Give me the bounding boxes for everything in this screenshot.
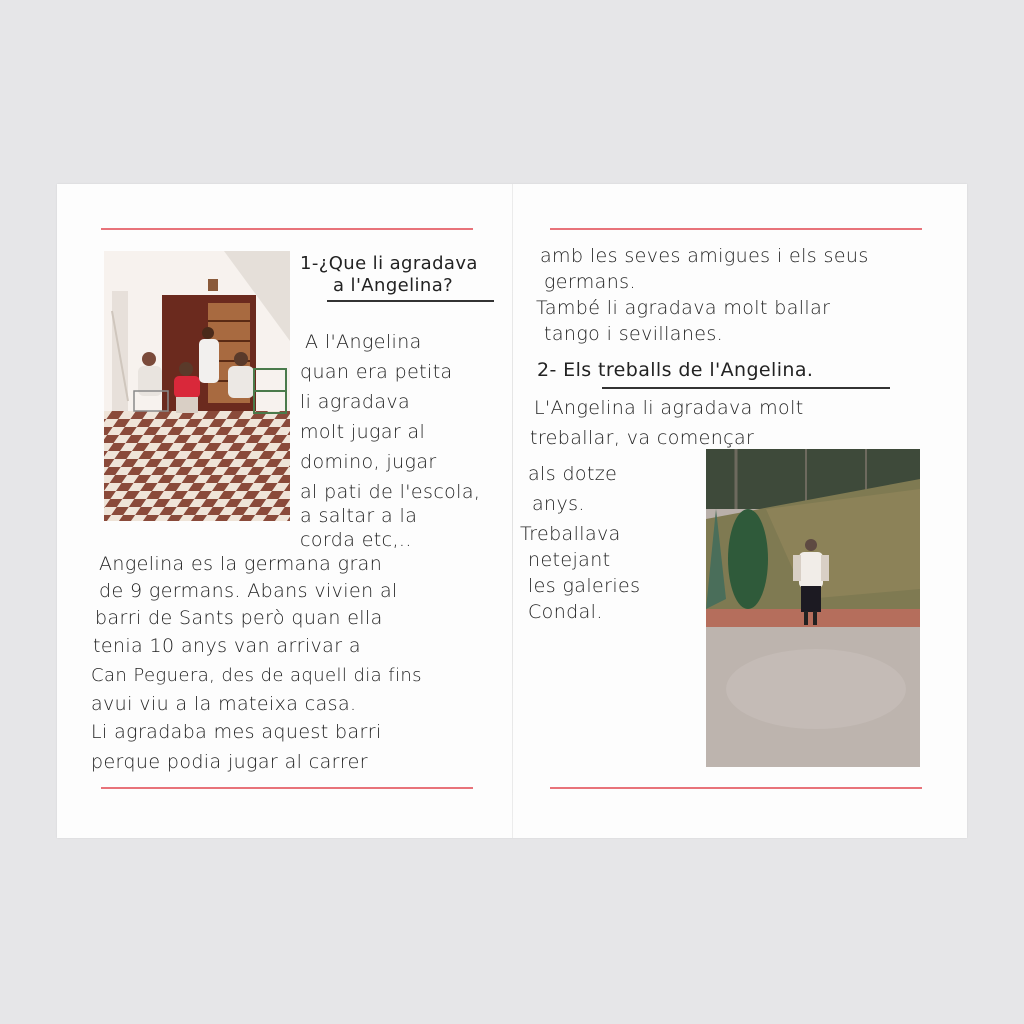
top-line: També li agradava molt ballar <box>536 297 831 319</box>
left-top-rule <box>101 228 473 230</box>
para4-line: Treballava <box>520 523 621 545</box>
para1-line: al pati de l'escola, <box>300 481 481 503</box>
booklet-spread <box>57 184 967 838</box>
para2-line: Li agradaba mes aquest barri <box>91 721 382 743</box>
para4-line: les galeries <box>528 575 641 597</box>
question1-title-line1: 1-¿Que li agradava <box>300 253 478 274</box>
para2-line: avui viu a la mateixa casa. <box>91 693 357 715</box>
para2-line: de 9 germans. Abans vivien al <box>99 580 398 602</box>
top-line: germans. <box>544 271 636 293</box>
right-bottom-rule <box>550 787 922 789</box>
para1-line: molt jugar al <box>300 421 426 443</box>
para3-line: treballar, va començar <box>530 427 755 449</box>
para2-line: barri de Sants però quan ella <box>95 607 383 629</box>
para2-line: tenia 10 anys van arrivar a <box>93 635 361 657</box>
para1-line: li agradava <box>300 391 411 413</box>
question2-title: 2- Els treballs de l'Angelina. <box>537 359 814 381</box>
para1-line: a saltar a la <box>300 505 418 527</box>
para2-line: Can Peguera, des de aquell dia fins <box>91 665 422 686</box>
para1-line: A l'Angelina <box>305 331 422 353</box>
para1-line: corda etc,.. <box>300 529 412 551</box>
para2-line: Angelina es la germana gran <box>99 553 383 575</box>
question2-underline <box>602 387 890 389</box>
question1-underline <box>327 300 494 302</box>
question1-title-line2: a l'Angelina? <box>333 275 454 296</box>
left-bottom-rule <box>101 787 473 789</box>
woman-outdoors-photo <box>706 449 920 767</box>
para3-line: L'Angelina li agradava molt <box>534 397 804 419</box>
para4-line: als dotze <box>528 463 618 485</box>
top-line: amb les seves amigues i els seus <box>540 245 869 267</box>
family-terrace-photo <box>104 251 290 521</box>
para4-line: Condal. <box>528 601 603 623</box>
para4-line: netejant <box>528 549 611 571</box>
top-line: tango i sevillanes. <box>544 323 724 345</box>
para1-line: domino, jugar <box>300 451 437 473</box>
para1-line: quan era petita <box>300 361 453 383</box>
right-top-rule <box>550 228 922 230</box>
page-fold <box>512 184 513 838</box>
para4-line: anys. <box>532 493 585 515</box>
para2-line: perque podia jugar al carrer <box>91 751 368 773</box>
